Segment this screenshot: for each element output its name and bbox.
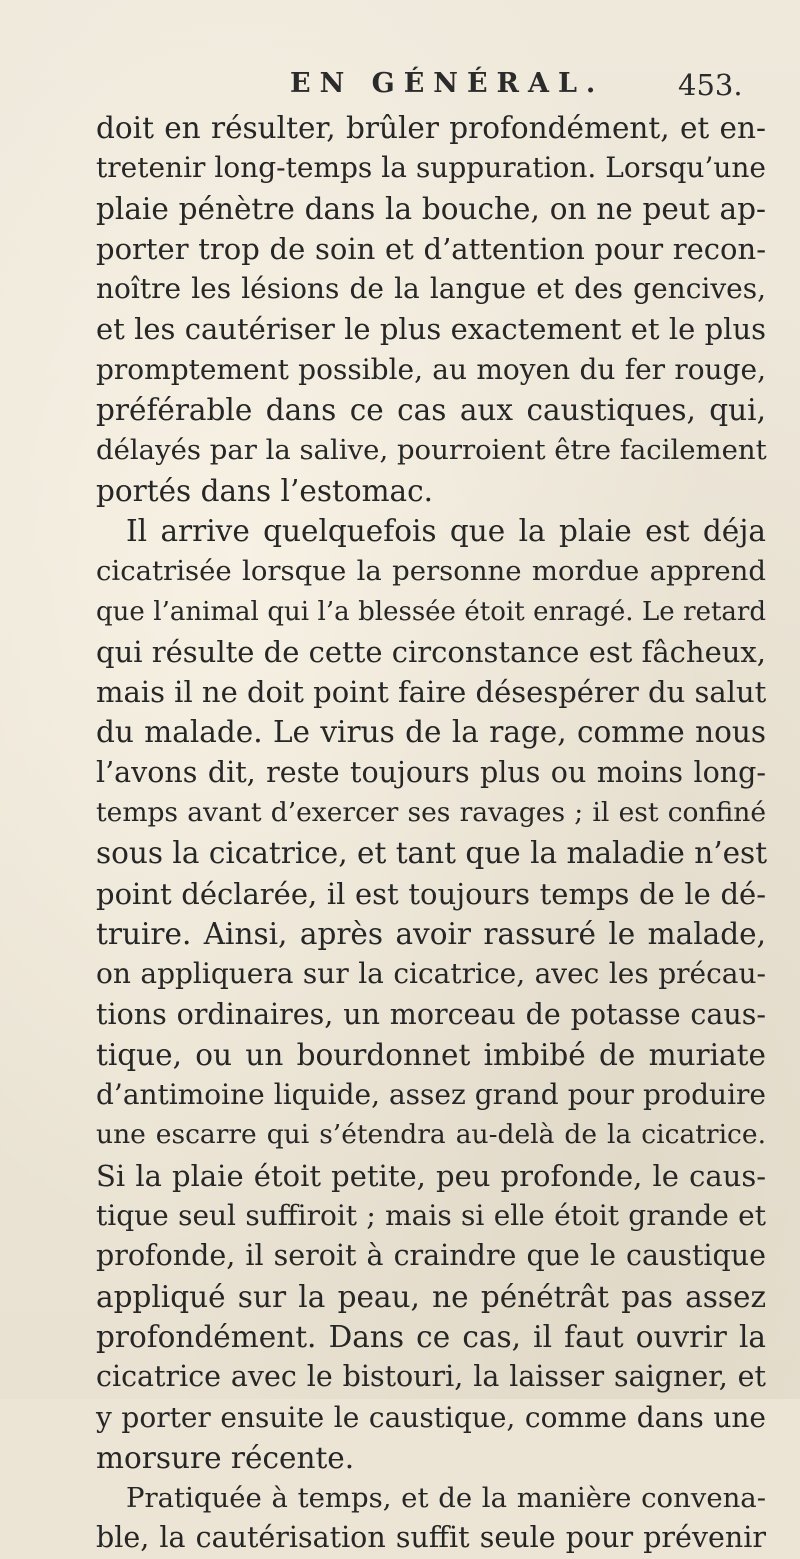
text-line: préférable dans ce cas aux caustiques, qui,	[96, 393, 766, 428]
text-line: tretenir long-temps la suppuration. Lorsqu’une	[96, 151, 766, 185]
text-line: point déclarée, il est toujours temps de le dé-	[96, 876, 766, 911]
text-line: tique seul suffiroit ; mais si elle étoit grande et	[96, 1199, 766, 1233]
text-line: délayés par la salive, pourroient être facilement	[96, 434, 767, 467]
text-line: cicatrisée lorsque la personne mordue apprend	[96, 555, 766, 588]
text-line: profondément. Dans ce cas, il faut ouvrir la	[96, 1319, 766, 1354]
text-line: temps avant d’exercer ses ravages ; il est confiné	[96, 797, 766, 829]
text-line: tions ordinaires, un morceau de potasse caus-	[96, 997, 766, 1031]
text-line: qui résulte de cette circonstance est fâcheux,	[96, 634, 766, 669]
text-line: une escarre qui s’étendra au-delà de la cicatrice.	[96, 1119, 766, 1151]
text-line: appliqué sur la peau, ne pénétrât pas assez	[96, 1279, 766, 1314]
running-head: EN GÉNÉRAL.	[290, 68, 605, 99]
text-line: promptement possible, au moyen du fer rouge,	[96, 352, 766, 386]
text-line: tique, ou un bourdonnet imbibé de muriate	[96, 1037, 766, 1072]
text-line: que l’animal qui l’a blessée étoit enragé. Le retard	[96, 596, 766, 627]
text-line: l’avons dit, reste toujours plus ou moins long-	[96, 755, 766, 789]
text-line: ble, la cautérisation suffit seule pour prévenir	[96, 1521, 766, 1555]
text-line: cicatrice avec le bistouri, la laisser saigner, et	[96, 1360, 766, 1394]
text-line: truire. Ainsi, après avoir rassuré le malade,	[96, 916, 766, 951]
text-line: plaie pénètre dans la bouche, on ne peut ap-	[96, 191, 766, 226]
page-number: 453.	[678, 68, 743, 102]
text-line: portés dans l’estomac.	[96, 473, 434, 508]
text-line: et les cautériser le plus exactement et le plus	[96, 312, 766, 347]
text-line: Si la plaie étoit petite, peu profonde, le caus-	[96, 1158, 766, 1193]
text-line: mais il ne doit point faire désespérer du salut	[96, 675, 767, 710]
text-line: profonde, il seroit à craindre que le caustique	[96, 1239, 766, 1273]
text-line: du malade. Le virus de la rage, comme nous	[96, 715, 766, 750]
page-header	[0, 68, 800, 108]
text-line: noître les lésions de la langue et des gencives,	[96, 272, 766, 306]
text-line: Il arrive quelquefois que la plaie est déja	[126, 513, 766, 548]
text-line: doit en résulter, brûler profondément, et en-	[96, 111, 766, 145]
text-line: d’antimoine liquide, assez grand pour produire	[96, 1078, 766, 1112]
text-line: morsure récente.	[96, 1440, 355, 1475]
text-line: sous la cicatrice, et tant que la maladie n’est	[96, 836, 768, 871]
text-line: Pratiquée à temps, et de la manière convena-	[126, 1482, 766, 1515]
text-line: porter trop de soin et d’attention pour recon-	[96, 231, 766, 266]
text-line: on appliquera sur la cicatrice, avec les précau-	[96, 957, 766, 991]
body-text	[96, 108, 766, 1559]
text-line: y porter ensuite le caustique, comme dans une	[96, 1400, 766, 1434]
